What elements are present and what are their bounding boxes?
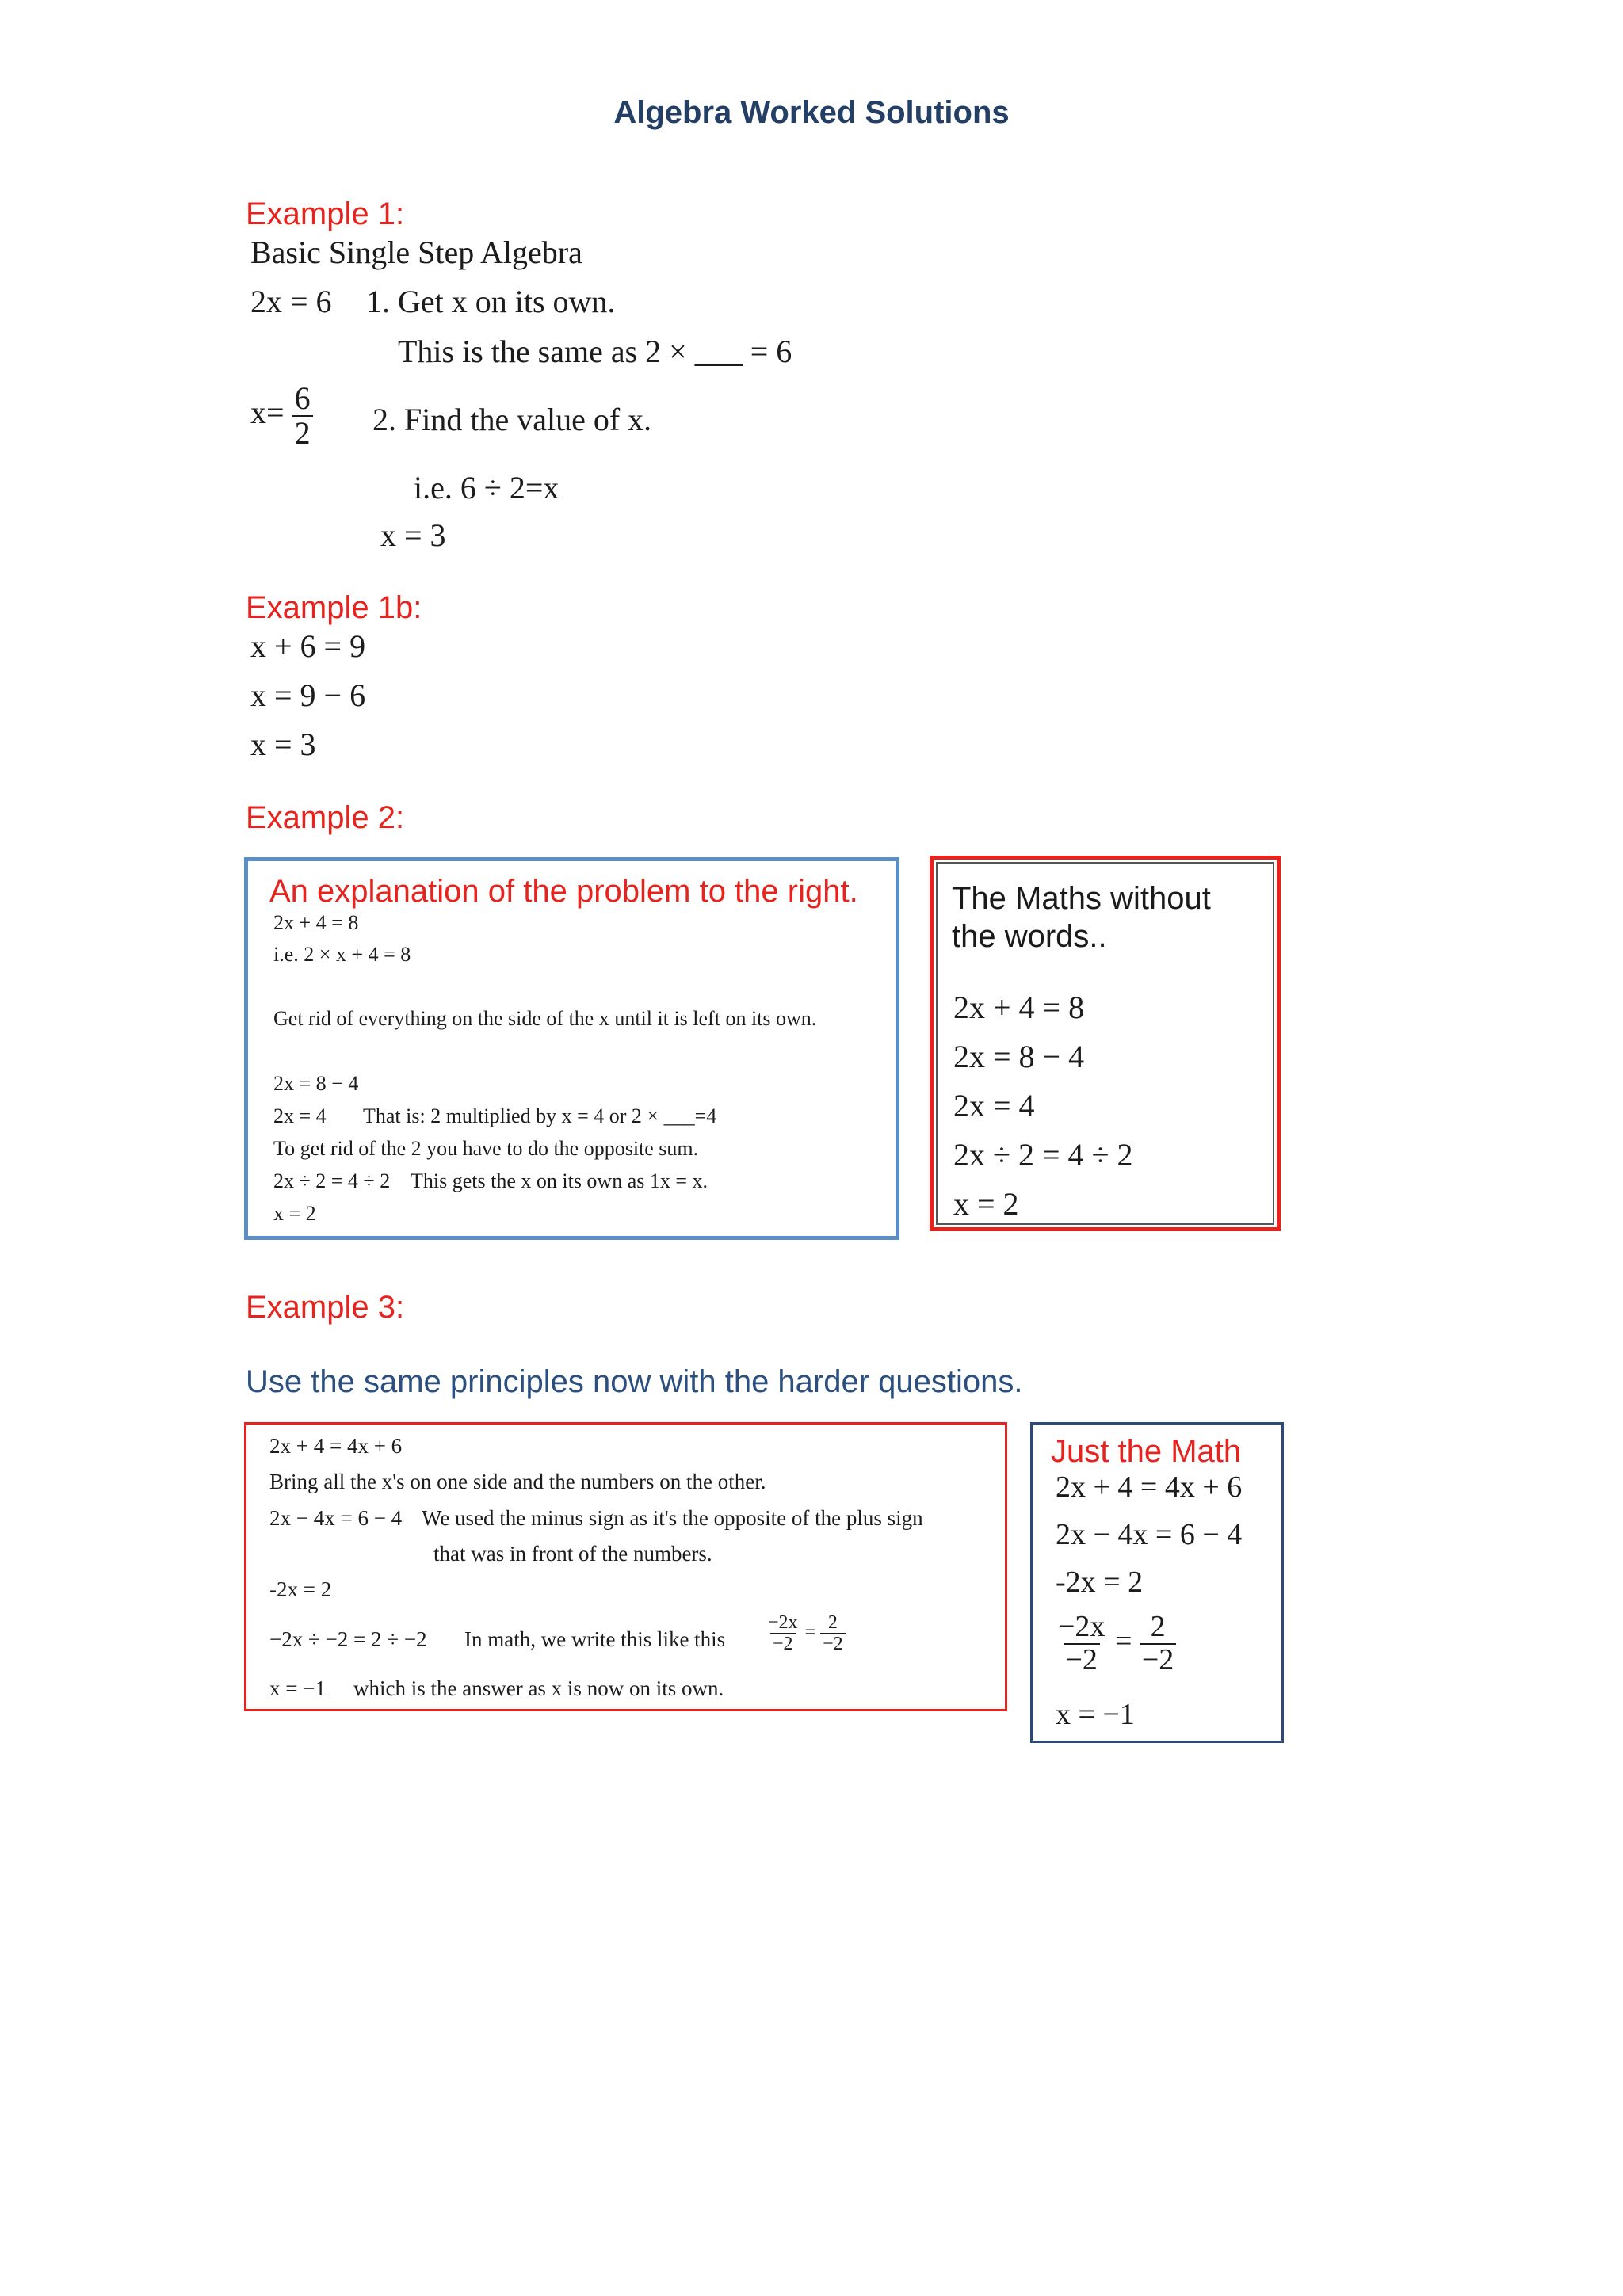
math-fraction bbox=[1056, 1611, 1176, 1676]
explanation-line: -2x = 2 bbox=[269, 1577, 332, 1601]
explanation-note: We used the minus sign as it's the opposite of the plus sign bbox=[422, 1506, 923, 1530]
explanation-line: Get rid of everything on the side of the x until it is left on its own. bbox=[273, 1007, 817, 1030]
example-1b-line: x = 3 bbox=[250, 727, 316, 762]
fraction-denominator: 2 bbox=[292, 415, 313, 450]
fraction bbox=[292, 382, 313, 450]
explanation-line: x = −1 bbox=[269, 1676, 326, 1700]
fraction-numerator: 2 bbox=[827, 1612, 838, 1633]
example-1-ie: i.e. 6 ÷ 2=x bbox=[414, 470, 559, 505]
fraction-numerator: 6 bbox=[294, 380, 311, 416]
example-2-heading: Example 2: bbox=[246, 800, 405, 835]
fraction-denominator: −2 bbox=[770, 1633, 796, 1654]
example-1-answer: x = 3 bbox=[380, 517, 446, 553]
explanation-line: 2x = 8 − 4 bbox=[273, 1072, 359, 1095]
math-answer: x = −1 bbox=[1056, 1698, 1135, 1731]
fraction-lhs: x= bbox=[250, 395, 285, 431]
fraction-numerator: 2 bbox=[1150, 1610, 1166, 1643]
fraction-right bbox=[1140, 1611, 1176, 1676]
explanation-line: 2x ÷ 2 = 4 ÷ 2 bbox=[273, 1169, 391, 1192]
maths-box-heading: the words.. bbox=[952, 919, 1107, 954]
just-the-math-heading: Just the Math bbox=[1051, 1434, 1242, 1469]
fraction-equals: = bbox=[804, 1622, 816, 1643]
example-3-heading: Example 3: bbox=[246, 1290, 405, 1325]
example-1-step-1: 1. Get x on its own. bbox=[366, 284, 616, 319]
explanation-box bbox=[244, 857, 899, 1240]
explanation-note: This gets the x on its own as 1x = x. bbox=[411, 1169, 708, 1192]
example-1-heading: Example 1: bbox=[246, 196, 405, 231]
example-3-explanation-box bbox=[244, 1422, 1007, 1711]
example-1-equation: 2x = 6 bbox=[250, 284, 332, 319]
fraction-numerator: −2x bbox=[768, 1612, 798, 1633]
maths-box-heading: The Maths without bbox=[952, 881, 1211, 916]
fraction-right bbox=[820, 1613, 846, 1654]
just-the-math-box bbox=[1030, 1422, 1284, 1743]
explanation-line: To get rid of the 2 you have to do the opposite sum. bbox=[273, 1137, 699, 1160]
fraction-left bbox=[1056, 1611, 1107, 1676]
math-line: 2x + 4 = 4x + 6 bbox=[1056, 1470, 1243, 1504]
maths-line: x = 2 bbox=[953, 1186, 1019, 1222]
explanation-line: Bring all the x's on one side and the numbers on the other. bbox=[269, 1470, 766, 1493]
math-line: 2x − 4x = 6 − 4 bbox=[1056, 1518, 1243, 1551]
maths-line: 2x + 4 = 8 bbox=[953, 990, 1085, 1025]
explanation-line: i.e. 2 × x + 4 = 8 bbox=[273, 943, 411, 966]
example-1b-line: x = 9 − 6 bbox=[250, 677, 366, 713]
maths-line: 2x = 8 − 4 bbox=[953, 1039, 1085, 1074]
maths-box-inner bbox=[936, 862, 1274, 1225]
explanation-line: 2x + 4 = 4x + 6 bbox=[269, 1434, 403, 1458]
example-1-step-2: 2. Find the value of x. bbox=[372, 402, 652, 437]
example-1-step-1-note: This is the same as 2 × ___ = 6 bbox=[398, 334, 792, 369]
explanation-line: 2x + 4 = 8 bbox=[273, 911, 359, 934]
fraction-equals: = bbox=[1114, 1624, 1132, 1658]
explanation-line: −2x ÷ −2 = 2 ÷ −2 bbox=[269, 1627, 427, 1651]
maths-line: 2x ÷ 2 = 4 ÷ 2 bbox=[953, 1137, 1133, 1173]
example-1b-line: x + 6 = 9 bbox=[250, 628, 366, 664]
example-1-fraction bbox=[250, 382, 313, 450]
explanation-line: 2x = 4 bbox=[273, 1104, 327, 1127]
explanation-line: x = 2 bbox=[273, 1202, 316, 1225]
example-3-intro: Use the same principles now with the harder questions. bbox=[246, 1364, 1023, 1399]
example-1b-heading: Example 1b: bbox=[246, 590, 422, 625]
explanation-note: That is: 2 multiplied by x = 4 or 2 × ___=4 bbox=[363, 1104, 717, 1127]
explanation-line: 2x − 4x = 6 − 4 bbox=[269, 1506, 403, 1530]
math-line: -2x = 2 bbox=[1056, 1566, 1144, 1599]
explanation-note: that was in front of the numbers. bbox=[433, 1542, 712, 1566]
explanation-note: which is the answer as x is now on its own. bbox=[353, 1676, 724, 1700]
explanation-fraction bbox=[766, 1613, 846, 1654]
explanation-box-heading: An explanation of the problem to the right. bbox=[269, 874, 858, 909]
explanation-note: In math, we write this like this bbox=[464, 1627, 726, 1651]
fraction-left bbox=[766, 1613, 800, 1654]
page-title: Algebra Worked Solutions bbox=[613, 95, 1010, 130]
fraction-denominator: −2 bbox=[1140, 1643, 1176, 1676]
maths-line: 2x = 4 bbox=[953, 1088, 1035, 1123]
fraction-denominator: −2 bbox=[820, 1633, 846, 1654]
fraction-numerator: −2x bbox=[1058, 1610, 1106, 1643]
fraction-denominator: −2 bbox=[1064, 1643, 1100, 1676]
maths-box-outer bbox=[930, 856, 1281, 1231]
example-1-subheading: Basic Single Step Algebra bbox=[250, 235, 582, 270]
